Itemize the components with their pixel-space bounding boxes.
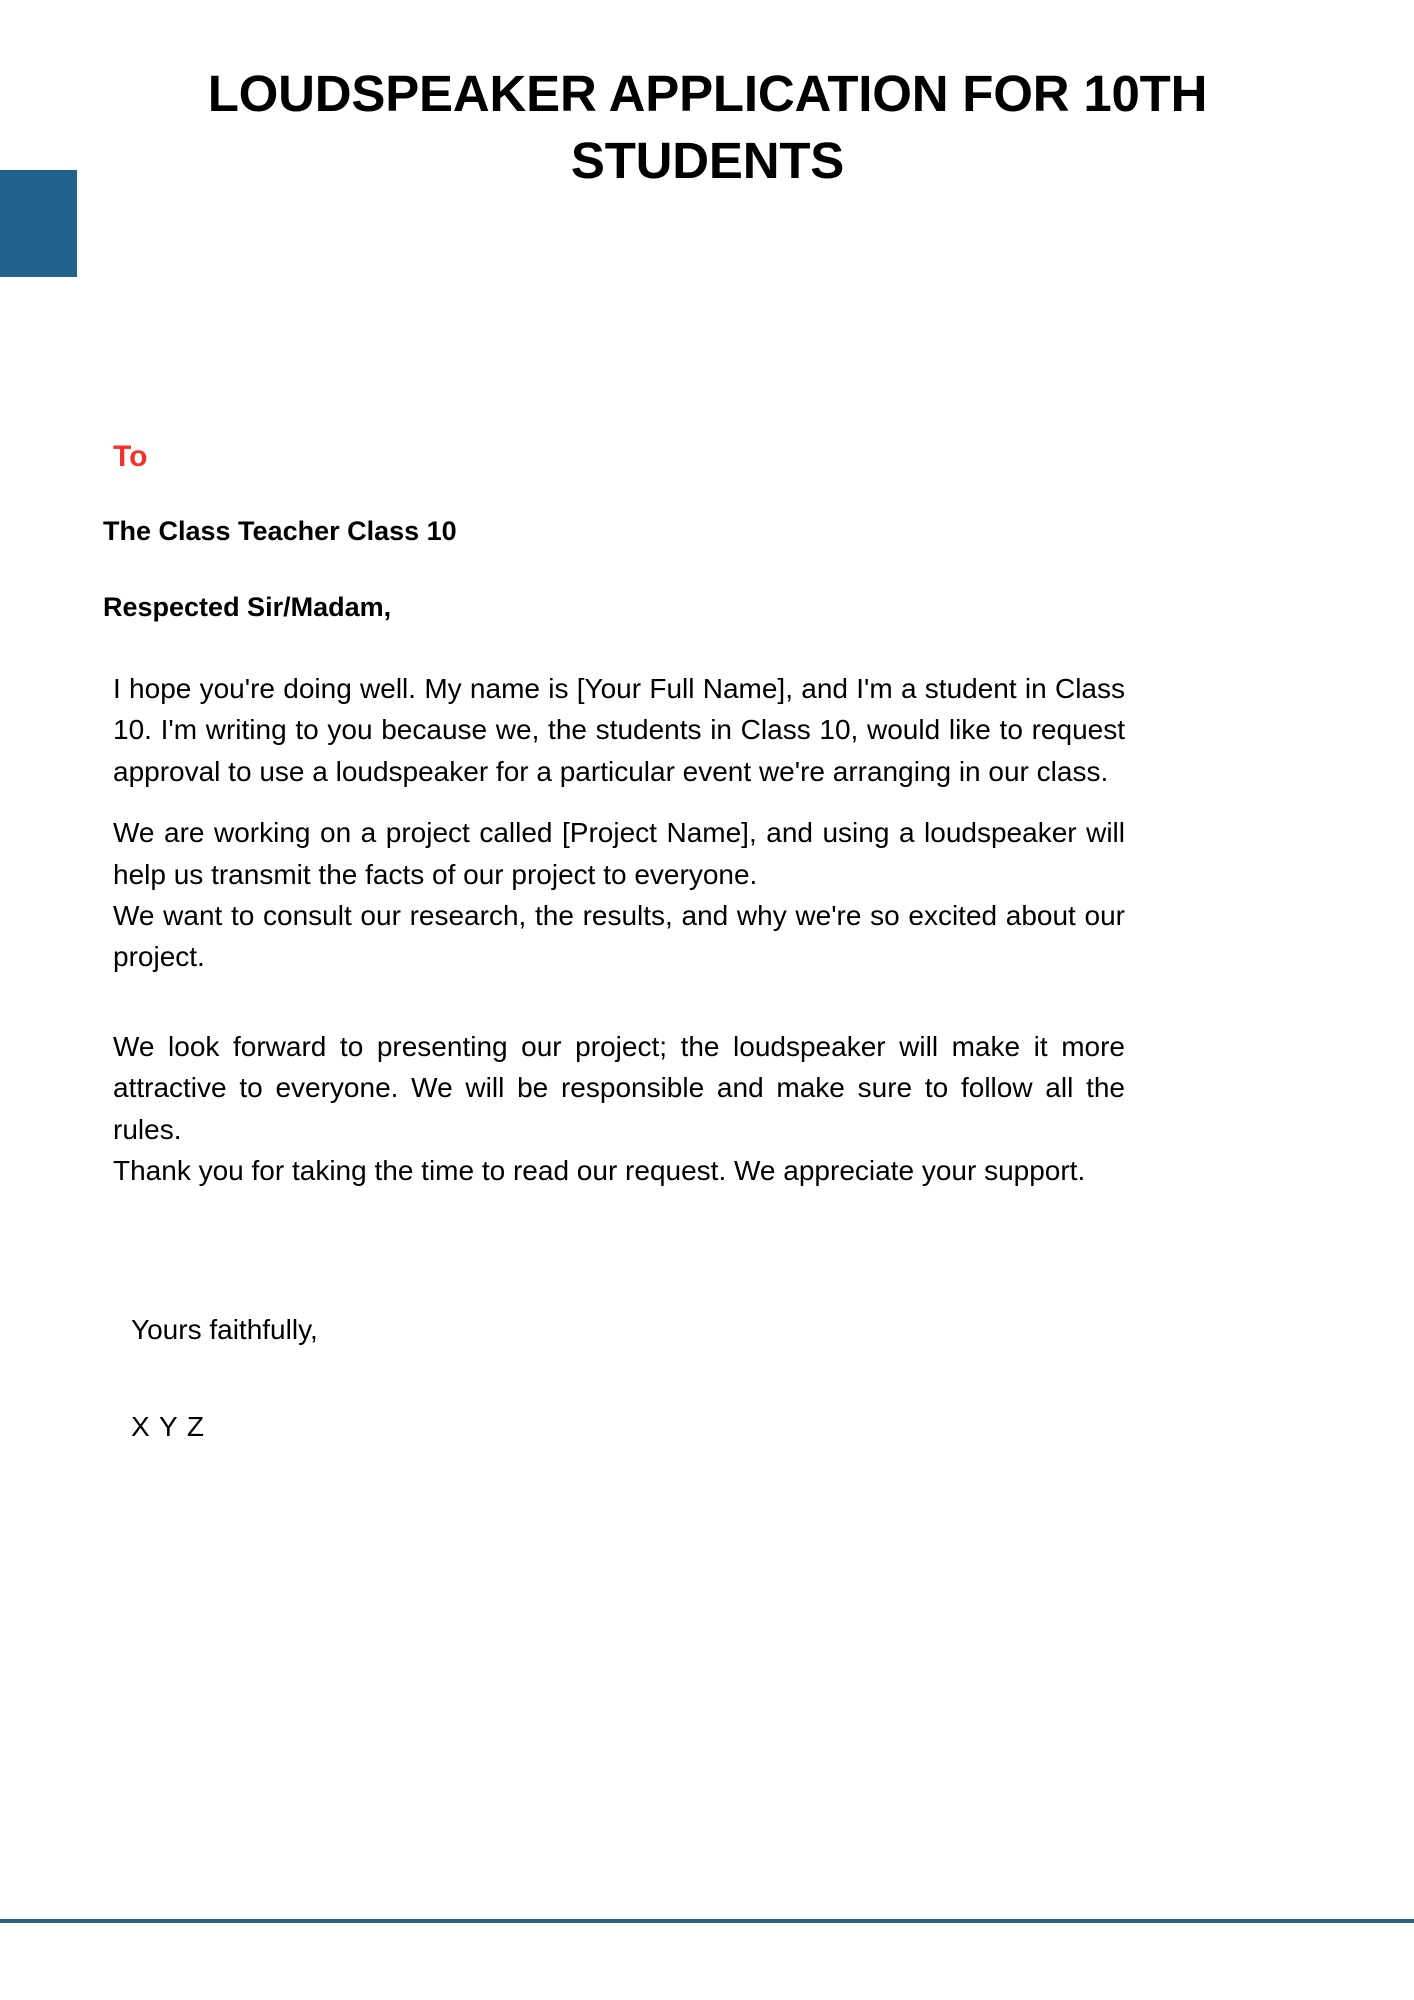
paragraph-1: I hope you're doing well. My name is [Your Full Name], and I'm a student in Class 10. I'm writing to you because we, the students in Class 10, would like to request approval to use a loudspeaker for a particular event we're arranging in our class. — [113, 672, 1125, 787]
blue-accent-block — [0, 170, 77, 277]
closing-block — [131, 1218, 1386, 1446]
paragraph-2: We are working on a project called [Project Name], and using a loudspeaker will help us transmit the facts of our project to everyone. — [113, 817, 1125, 890]
to-label: To — [113, 440, 148, 473]
signature-name: X Y Z — [131, 1410, 206, 1442]
letter-body — [103, 440, 1386, 1446]
paragraph-4: We look forward to presenting our project; the loudspeaker will make it more attractive to everyone. We will be responsible and make sure to follow all the rules. — [113, 1030, 1125, 1145]
closing-salutation: Yours faithfully, — [131, 1313, 318, 1345]
paragraph-spacer — [113, 998, 1125, 1026]
addressee-line: The Class Teacher Class 10 — [103, 516, 457, 546]
body-paragraphs — [113, 668, 1125, 1192]
salutation-line: Respected Sir/Madam, — [103, 592, 392, 623]
paragraph-5: Thank you for taking the time to read our request. We appreciate your support. — [113, 1155, 1086, 1187]
paragraph-3: We want to consult our research, the results, and why we're so excited about our project. — [113, 899, 1125, 973]
page-title: LOUDSPEAKER APPLICATION FOR 10TH STUDENTS — [207, 65, 1208, 190]
footer-divider — [0, 1919, 1414, 1923]
